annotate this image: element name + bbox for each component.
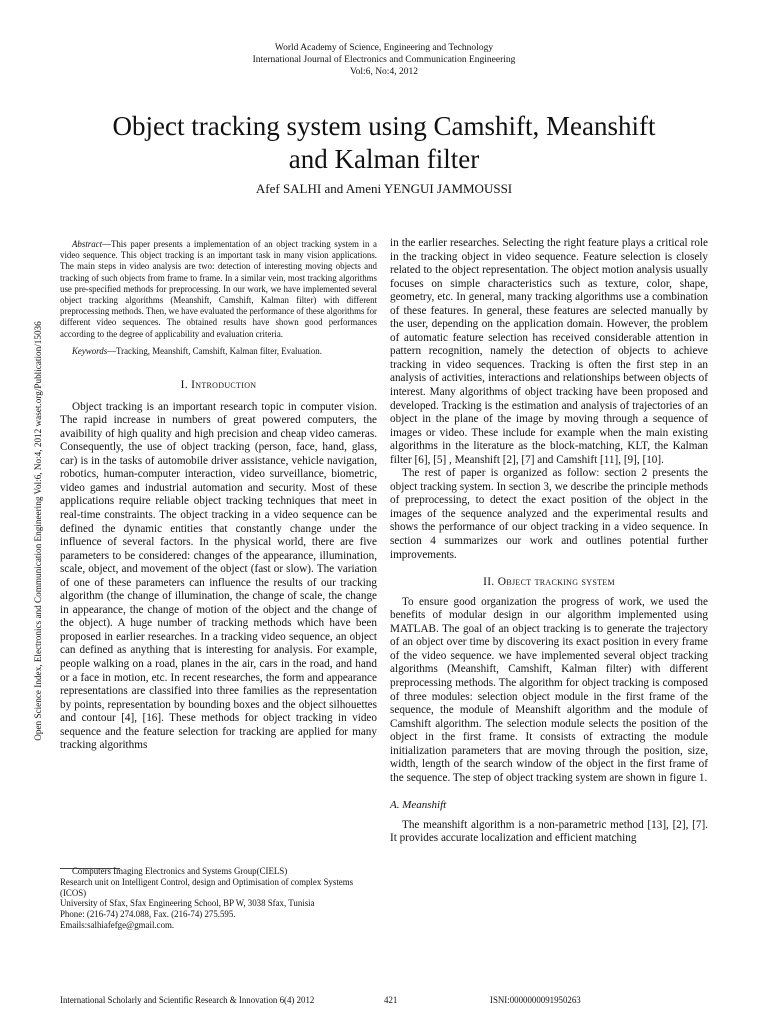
- open-science-index-sidebar: Open Science Index, Electronics and Communication Engineering Vol:6, No:4, 2012 waset.org/Publication/15036: [33, 321, 43, 741]
- section-2-heading: [390, 576, 708, 590]
- page-number: 421: [384, 995, 398, 1005]
- introduction-paragraph: Object tracking is an important research topic in computer vision. The rapid increase in numbers of great powered computers, the avaibility of high quality and high precision and cheap video cameras. Consequently, the use of object tracking (person, face, hand, glass, car) is in the tasks of automobile driver assistance, vehicle navigation, robotics, human-computer interaction, video surveillance, biometric, video games and industrial automation and security. Most of these applications require reliable object tracking techniques that meet in real-time constraints. The object tracking in a video sequence can be defined the dynamic entities that constantly change under the influence of several factors. In the physical world, there are five parameters to be considered: changes of the appearance, illumination, scale, object, and movement of the object (fast or slow). The variation of one of these parameters can influence the results of our tracking algorithm (the change of illumination, the change of scale, the change in appearance, the change of motion of the object and the change of the object). A huge number of tracking methods which have been proposed in earlier researches. In a tracking video sequence, an object can defined as anything that is interesting for analysis. For example, people walking on a road, planes in the air, cars in the road, and hand or a face in motion, etc. In recent researches, the form and appearance representations are classified into three families as the representation by points, representation by bounding boxes and the object silhouettes and contour [4], [16]. These methods for object tracking in video sequence and the feature selection for tracking are applied for many tracking algorithms: [60, 400, 377, 752]
- footnote-line-2: Research unit on Intelligent Control, design and Optimisation of complex Systems (ICOS): [60, 876, 354, 898]
- paper-title: [40, 110, 728, 176]
- subsection-a-heading: A. Meanshift: [390, 799, 447, 812]
- footnote: [60, 866, 377, 931]
- isni-number: ISNI:0000000091950263: [490, 995, 581, 1005]
- paper-authors: Afef SALHI and Ameni YENGUI JAMMOUSSI: [255, 181, 513, 196]
- footnote-line-4: Phone: (216-74) 274.088, Fax. (216-74) 275.595.: [60, 909, 236, 920]
- paper-title-line-1: Object tracking system using Camshift, Meanshift: [112, 111, 656, 141]
- right-column: [390, 237, 708, 846]
- journal-name: World Academy of Science, Engineering and Technology: [274, 43, 494, 53]
- section-1-heading: [60, 379, 377, 393]
- section-2-paragraph: To ensure good organization the progress of work, we used the benefits of modular design in our algorithm implemented using MATLAB. The goal of an object tracking is to generate the trajectory of an object over time by discovering its exact position in every frame of the video sequence. we have implemented several object tracking algorithms (Meanshift, Camshift, Kalman filter) with different preprocessing methods. The algorithm for object tracking is composed of three modules: selection object module in the first frame of the sequence, the module of Meanshift algorithm and the module of Camshift algorithm. The selection module selects the position of the object in the first frame. It consists of extracting the module initialization parameters that are moving through the position, size, width, length of the search window of the object in the first frame of the sequence. The step of object tracking system are shown in figure 1.: [390, 595, 708, 784]
- footnote-line-3: University of Sfax, Sfax Engineering School, BP W, 3038 Sfax, Tunisia: [60, 898, 315, 909]
- paper-title-line-2: and Kalman filter: [288, 144, 480, 174]
- publisher-line: International Scholarly and Scientific Research & Innovation 6(4) 2012: [60, 995, 315, 1005]
- keywords: [60, 346, 377, 357]
- journal-title: International Journal of Electronics and Communication Engineering: [252, 55, 516, 65]
- journal-volume: Vol:6, No:4, 2012: [350, 67, 418, 77]
- section-2-title: Object tracking system: [497, 576, 615, 589]
- keywords-text: —Tracking, Meanshift, Camshift, Kalman filter, Evaluation.: [107, 345, 322, 356]
- abstract-text: —This paper presents a implementation of an object tracking system in a video sequence. This object tracking is an important task in many vision applications. The main steps in video analysis are two: detection of interesting moving objects and tracking of such objects from frame to frame. In a similar vein, most tracking algorithms use pre-specified methods for preprocessing. In our work, we have implemented several object tracking algorithms (Meanshift, Camshift, Kalman filter) with different preprocessing methods. Then, we have evaluated the performance of these algorithms for different video sequences. The obtained results have shown good performances according to the degree of applicability and evaluation criteria.: [60, 239, 378, 339]
- left-column: [60, 239, 377, 753]
- abstract: [60, 239, 377, 340]
- section-1-number: I.: [180, 379, 188, 392]
- right-paragraph-2: The rest of paper is organized as follow: section 2 presents the object tracking system. In section 3, we describe the principle methods of preprocessing, to detect the exact position of the object in the images of the sequence analyzed and the experimental results and shows the performance of our object tracking in a video sequence. In section 4 summarizes our work and outlines potential further improvements.: [390, 467, 708, 561]
- section-1-title: Introduction: [191, 379, 257, 392]
- keywords-label: Keywords: [72, 345, 108, 356]
- abstract-label: Abstract: [72, 239, 103, 249]
- footnote-line-5: Emails:salhiafefge@gmail.com.: [60, 919, 175, 930]
- right-paragraph-1: in the earlier researches. Selecting the right feature plays a critical role in the tracking object in video sequence. Feature selection is closely related to the object representation. The object motion analysis usually focuses on simple characteristics such as texture, color, shape, geometry, etc. In general, many tracking algorithms use a combination of these features. In general, these features are selected manually by the user, depending on the application domain. However, the problem of automatic feature selection has received considerable attention in pattern recognition, namely the detection of objects to achieve tracking in video sequences. Tracking is often the first step in an analysis of activities, interactions and relationships between objects of interest. Many algorithms of object tracking have been proposed and developed. Tracking is the estimation and analysis of trajectories of an object in the plane of the image by moving through a sequence of images or video. These include for example when the main existing algorithms in the literature as the block-matching, KLT, the Kalman filter [6], [5] , Meanshift [2], [7] and Camshift [11], [9], [10].: [390, 237, 708, 466]
- subsection-a-paragraph: The meanshift algorithm is a non-parametric method [13], [2], [7]. It provides accurate localization and efficient matching: [390, 818, 708, 845]
- section-2-number: II.: [483, 576, 495, 589]
- footnote-line-1: Computers Imaging Electronics and Systems Group(CIELS): [72, 866, 288, 876]
